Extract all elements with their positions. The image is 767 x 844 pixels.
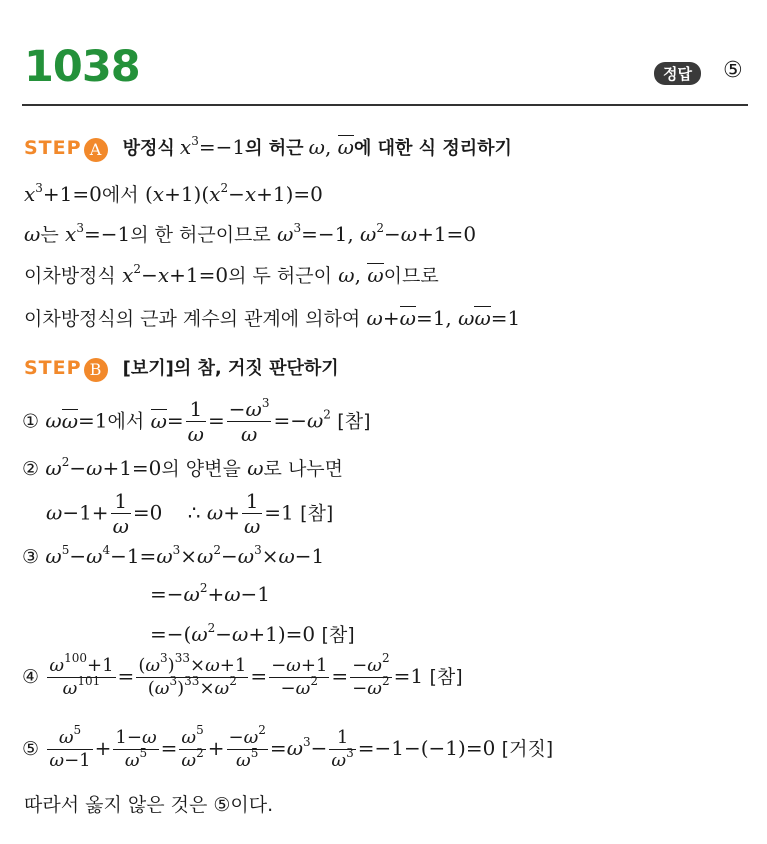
step-a-line-2: ω는 $x^3=-1$의 한 허근이므로 $\omega^3=-1$, $\omega^2-\omega+1=0$: [24, 221, 477, 246]
mark-3: ③: [22, 546, 40, 568]
text-han-heogeun: 의 한 허근이므로: [130, 224, 271, 246]
mark-4: ④: [22, 666, 40, 689]
mark-5: ⑤: [22, 738, 40, 761]
item-1: ① ωω=1에서 ω= $\frac{1}{\omega}$ = $\frac{-\omega^3}{\omega}$ $=-\omega^2$ [참]: [22, 396, 371, 446]
item-3: ③ $\omega^5-\omega^4-1=\omega^3\times\omega^2-\omega^3\times\omega-1$: [22, 543, 325, 568]
item-2: ② $\omega^2-\omega+1=0$의 양변을 ω로 나누면: [22, 455, 344, 480]
mark-1: ①: [22, 410, 40, 433]
item-4: ④ $\frac{\omega^{100}+1}{\omega^{101}}$ = $\frac{(\omega^3)^{33}\times\omega+1}{(\omega^3)^{33}\times\omega^2}$ = $\frac{-\omega+1}{-\omega^2}$ = $\frac{-\omega^2}{-\omega^2}$ =1 [참]: [22, 651, 463, 699]
verdict-3: [참]: [321, 624, 355, 646]
step-a-title-post: 에 대한 식 정리하기: [353, 138, 512, 159]
item-3-step-2: $=-\omega^2+\omega-1$: [150, 581, 271, 606]
text-eun: 는: [40, 224, 59, 246]
verdict-4: [참]: [429, 666, 463, 689]
text-imeuro: 이므로: [383, 265, 439, 287]
step-b-label: STEP: [24, 357, 82, 379]
step-a-title-mid: 의 허근: [245, 138, 304, 159]
step-a-line-4: 이차방정식의 근과 계수의 관계에 의하여 ω+ω=1, ωω=1: [24, 306, 521, 330]
step-a-label: STEP: [24, 137, 82, 159]
item-5: ⑤ $\frac{\omega^5}{\omega-1}$ + $\frac{1-\omega}{\omega^5}$ = $\frac{\omega^5}{\omega^2}$ + $\frac{-\omega^2}{\omega^5}$ $=\omega^3-$ $\frac{1}{\omega^3}$ =−1−(−1)=0 [거짓]: [22, 723, 554, 771]
answer-value: ⑤: [723, 58, 743, 83]
step-a-title-pre: 방정식: [122, 138, 175, 159]
mark-2: ②: [22, 458, 40, 480]
text-nanumyeon: 로 나누면: [263, 458, 344, 480]
verdict-1: [참]: [337, 410, 371, 433]
text-eseo-1: 에서: [107, 410, 145, 433]
step-a-line-1: $x^3+1=0$에서 $(x+1)(x^2-x+1)=0$: [24, 181, 323, 206]
step-b-title: [보기]의 참, 거짓 판단하기: [122, 358, 339, 379]
item-3-step-3: $=-(\omega^2-\omega+1)=0$ [참]: [150, 621, 355, 646]
conclusion: 따라서 옳지 않은 것은 ⑤이다.: [24, 794, 274, 816]
text-eseo: 에서: [101, 184, 139, 206]
problem-number: 1038: [24, 42, 140, 92]
answer-badge: 정답: [654, 62, 701, 85]
verdict-2: [참]: [300, 502, 334, 525]
verdict-5: [거짓]: [501, 738, 554, 761]
step-a-heading: STEP A 방정식 $x^3=-1$의 허근 ω, ω에 대한 식 정리하기: [24, 134, 512, 162]
step-b-letter: B: [84, 358, 108, 382]
text-du-heogeun: 의 두 허근이: [228, 265, 332, 287]
step-a-letter: A: [84, 138, 108, 162]
step-b-heading: [24, 354, 339, 382]
text-relation: 이차방정식의 근과 계수의 관계에 의하여: [24, 308, 361, 330]
item-2-result: ω−1+ $\frac{1}{\omega}$ =0 ∴ ω+ $\frac{1}{\omega}$ =1 [참]: [46, 489, 334, 538]
text-ichabang: 이차방정식: [24, 265, 116, 287]
step-a-line-3: 이차방정식 $x^2-x+1=0$의 두 허근이 ω, ω이므로: [24, 262, 439, 287]
header-divider: [22, 104, 748, 106]
text-yangbyeon: 의 양변을: [161, 458, 241, 480]
